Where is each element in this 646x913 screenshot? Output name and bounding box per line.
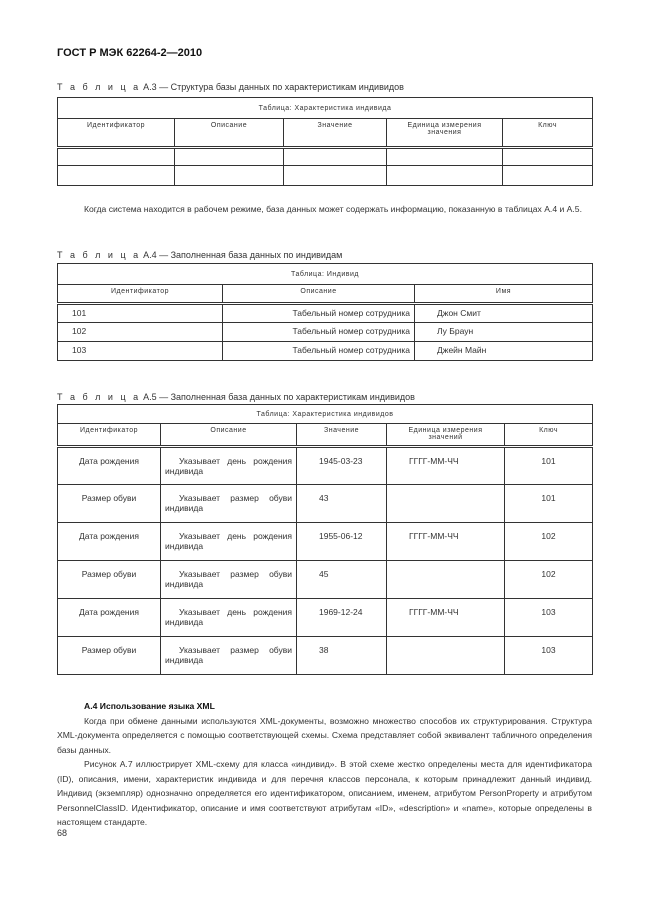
cell: Табельный номер сотрудника bbox=[223, 304, 415, 323]
column-header: Единица измерения значений bbox=[387, 424, 505, 447]
table-title: Таблица: Характеристика индивида bbox=[58, 98, 593, 119]
table-title: Таблица: Индивид bbox=[58, 264, 593, 285]
cell: Размер обуви bbox=[58, 485, 161, 523]
table-row bbox=[58, 447, 593, 485]
page-number: 68 bbox=[57, 828, 68, 838]
table-a5-caption bbox=[57, 392, 415, 402]
cell: 103 bbox=[58, 342, 223, 361]
table-row bbox=[58, 166, 593, 186]
cell: 102 bbox=[58, 323, 223, 342]
cell: Дата рождения bbox=[58, 599, 161, 637]
cell: 102 bbox=[505, 523, 593, 561]
cell: Размер обуви bbox=[58, 561, 161, 599]
column-header: Описание bbox=[161, 424, 297, 447]
column-header: Имя bbox=[415, 285, 593, 304]
table-row bbox=[58, 323, 593, 342]
table-row bbox=[58, 148, 593, 166]
table-row bbox=[58, 637, 593, 675]
cell: Указывает размер обуви индивида bbox=[161, 637, 297, 675]
column-header: Значение bbox=[297, 424, 387, 447]
paragraph: Рисунок А.7 иллюстрирует XML-схему для класса «индивид». В этой схеме жестко определены места для идентификатора (ID), описания, имени, характеристик индивида и для перечня классов персонала, к которым принадлежит данный индивид. Индивид (экземпляр) однозначно определяется его идентификатором, описанием, именем, атрибутом PersonProperty и атрибутом PersonnelClassID. Идентификатор, описание и имя соответствуют атрибутам «ID», «description» и «name», которые определены в настоящем стандарте. bbox=[57, 759, 592, 827]
cell: 43 bbox=[297, 485, 387, 523]
section-a4 bbox=[57, 699, 592, 830]
cell: ГГГГ-ММ-ЧЧ bbox=[387, 523, 505, 561]
cell: Дата рождения bbox=[58, 447, 161, 485]
column-header: Описание bbox=[223, 285, 415, 304]
cell: Указывает размер обуви индивида bbox=[161, 561, 297, 599]
cell: Табельный номер сотрудника bbox=[223, 342, 415, 361]
table-row bbox=[58, 342, 593, 361]
paragraph: Когда при обмене данными используются XML-документы, возможно множество способов их структурирования. Структура XML-документа определяется с помощью соответствующей схемы. Схема представляет собой эквивалент табличного определения базы данных. bbox=[57, 715, 592, 755]
caption-prefix: Т а б л и ц а bbox=[57, 250, 141, 260]
cell: 1969-12-24 bbox=[297, 599, 387, 637]
cell: Указывает день рождения индивида bbox=[161, 523, 297, 561]
column-header: Идентификатор bbox=[58, 424, 161, 447]
cell: 103 bbox=[505, 637, 593, 675]
cell bbox=[387, 485, 505, 523]
table-a4 bbox=[57, 263, 593, 361]
cell: 1945-03-23 bbox=[297, 447, 387, 485]
cell: Лу Браун bbox=[415, 323, 593, 342]
cell: 1955-06-12 bbox=[297, 523, 387, 561]
table-a3 bbox=[57, 97, 593, 186]
column-header: Значение bbox=[284, 119, 387, 148]
column-header: Ключ bbox=[505, 424, 593, 447]
cell: 102 bbox=[505, 561, 593, 599]
column-header: Идентификатор bbox=[58, 119, 175, 148]
cell: Указывает размер обуви индивида bbox=[161, 485, 297, 523]
table-a3-caption bbox=[57, 82, 404, 92]
table-row bbox=[58, 561, 593, 599]
table-row bbox=[58, 523, 593, 561]
cell bbox=[387, 561, 505, 599]
cell: 101 bbox=[505, 447, 593, 485]
cell: ГГГГ-ММ-ЧЧ bbox=[387, 599, 505, 637]
paragraph: Когда система находится в рабочем режиме, база данных может содержать информацию, показанную в таблицах А.4 и А.5. bbox=[84, 204, 582, 214]
cell: Указывает день рождения индивида bbox=[161, 447, 297, 485]
caption-prefix: Т а б л и ц а bbox=[57, 82, 141, 92]
column-header: Идентификатор bbox=[58, 285, 223, 304]
cell: Размер обуви bbox=[58, 637, 161, 675]
table-title: Таблица: Характеристика индивидов bbox=[58, 405, 593, 424]
cell: Джон Смит bbox=[415, 304, 593, 323]
table-a4-caption bbox=[57, 250, 342, 260]
cell: Указывает день рождения индивида bbox=[161, 599, 297, 637]
section-heading: А.4 Использование языка XML bbox=[84, 701, 215, 711]
column-header: Единица измерения значения bbox=[387, 119, 503, 148]
cell: 101 bbox=[58, 304, 223, 323]
table-row bbox=[58, 304, 593, 323]
table-a5 bbox=[57, 404, 593, 675]
column-header: Описание bbox=[175, 119, 284, 148]
cell: 45 bbox=[297, 561, 387, 599]
caption-prefix: Т а б л и ц а bbox=[57, 392, 141, 402]
cell: ГГГГ-ММ-ЧЧ bbox=[387, 447, 505, 485]
table-row bbox=[58, 485, 593, 523]
cell bbox=[387, 637, 505, 675]
document-header: ГОСТ Р МЭК 62264-2—2010 bbox=[57, 47, 203, 59]
cell: 38 bbox=[297, 637, 387, 675]
table-row bbox=[58, 599, 593, 637]
caption-text: А.4 — Заполненная база данных по индивидам bbox=[140, 250, 343, 260]
column-header: Ключ bbox=[503, 119, 593, 148]
cell: Джейн Майн bbox=[415, 342, 593, 361]
cell: Дата рождения bbox=[58, 523, 161, 561]
caption-text: А.3 — Структура базы данных по характеристикам индивидов bbox=[140, 82, 404, 92]
cell: 101 bbox=[505, 485, 593, 523]
cell: Табельный номер сотрудника bbox=[223, 323, 415, 342]
caption-text: А.5 — Заполненная база данных по характеристикам индивидов bbox=[140, 392, 415, 402]
cell: 103 bbox=[505, 599, 593, 637]
